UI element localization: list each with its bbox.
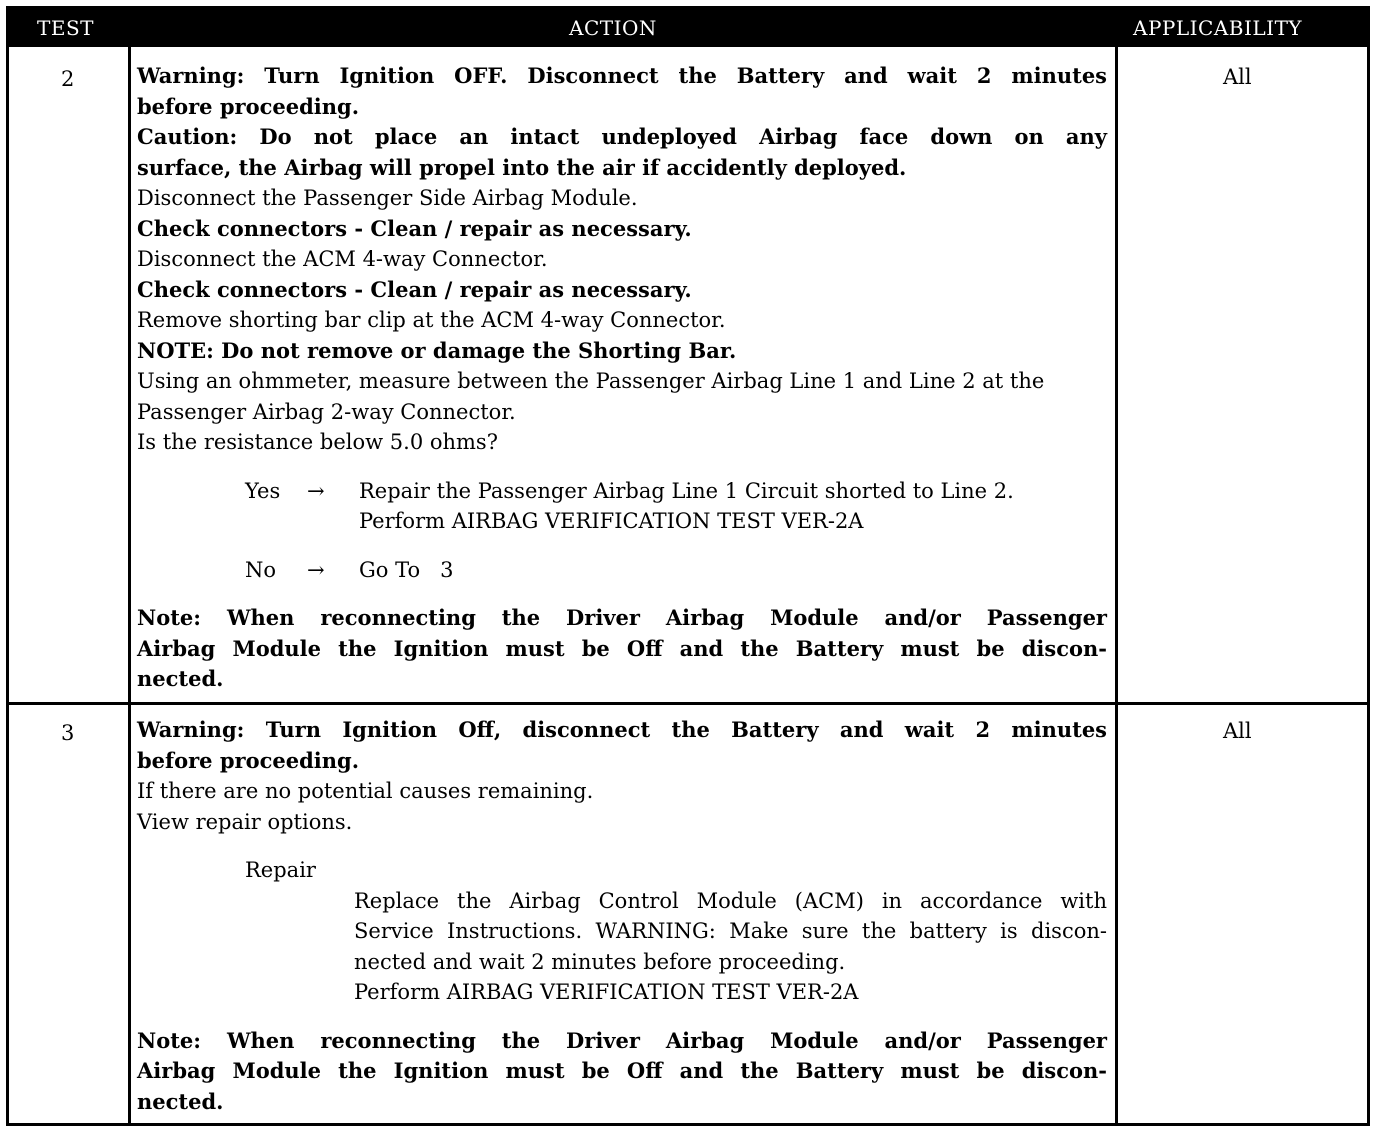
- step-text: If there are no potential causes remaining.: [137, 779, 594, 803]
- step-text: Disconnect the Passenger Side Airbag Module.: [137, 186, 638, 210]
- measure-text: Using an ohmmeter, measure between the Passenger Airbag Line 1 and Line 2 at the: [137, 369, 1045, 393]
- step-text: View repair options.: [137, 809, 353, 834]
- note-text: Note: When reconnecting the Driver Airbag Module and/or Passenger: [137, 605, 1107, 630]
- note-text: Note: When reconnecting the Driver Airbag Module and/or Passenger: [137, 1027, 1107, 1053]
- arrow-icon: →: [307, 478, 325, 503]
- yes-action: Repair the Passenger Airbag Line 1 Circuit shorted to Line 2.: [359, 478, 1014, 503]
- header-test: TEST: [37, 16, 94, 40]
- column-divider: [128, 47, 131, 1123]
- header-action: ACTION: [569, 16, 657, 40]
- check-text: Check connectors - Clean / repair as necessary.: [137, 215, 692, 241]
- yes-branch: [137, 476, 1107, 537]
- header-applicability: APPLICABILITY: [1133, 16, 1303, 40]
- yes-action: Perform AIRBAG VERIFICATION TEST VER-2A: [359, 509, 864, 533]
- repair-line: Replace the Airbag Control Module (ACM) in accordance with: [354, 888, 1107, 913]
- warning-text: Warning: Turn Ignition Off, disconnect the Battery and wait 2 minutes: [137, 717, 1107, 742]
- column-divider: [1115, 47, 1118, 1123]
- arrow-icon: →: [307, 557, 325, 582]
- action-cell: [137, 715, 1107, 1117]
- row-divider: [9, 702, 1367, 705]
- warning-text: before proceeding.: [137, 747, 360, 773]
- warning-text: Warning: Turn Ignition OFF. Disconnect the Battery and wait 2 minutes: [137, 63, 1107, 88]
- repair-label: Repair: [245, 858, 316, 882]
- note-text: Airbag Module the Ignition must be Off and the Battery must be discon-: [137, 1058, 1107, 1083]
- step-text: Disconnect the ACM 4-way Connector.: [137, 247, 548, 271]
- applicability-value: All: [1223, 719, 1252, 743]
- test-number: 2: [61, 67, 75, 91]
- note-text: nected.: [137, 666, 224, 691]
- yes-label: Yes: [245, 478, 281, 503]
- no-branch: [137, 555, 1107, 586]
- question-text: Is the resistance below 5.0 ohms?: [137, 430, 498, 454]
- caution-text: Caution: Do not place an intact undeployed Airbag face down on any: [137, 124, 1107, 149]
- check-text: Check connectors - Clean / repair as necessary.: [137, 276, 692, 302]
- repair-line: nected and wait 2 minutes before proceeding.: [354, 949, 846, 974]
- applicability-value: All: [1223, 65, 1252, 89]
- repair-text: [137, 886, 1107, 1008]
- warning-text: before proceeding.: [137, 93, 360, 119]
- no-action: Go To 3: [359, 557, 454, 582]
- note-text: NOTE: Do not remove or damage the Shorting Bar.: [137, 337, 737, 363]
- table-header: [9, 9, 1367, 47]
- note-text: Airbag Module the Ignition must be Off and the Battery must be discon-: [137, 635, 1107, 661]
- diagnostic-table: [6, 6, 1370, 1126]
- note-text: nected.: [137, 1088, 224, 1114]
- repair-line: Perform AIRBAG VERIFICATION TEST VER-2A: [354, 980, 859, 1004]
- measure-text: Passenger Airbag 2-way Connector.: [137, 399, 516, 424]
- step-text: Remove shorting bar clip at the ACM 4-way Connector.: [137, 308, 726, 332]
- test-number: 3: [61, 721, 75, 745]
- repair-line: Service Instructions. WARNING: Make sure the battery is discon-: [354, 919, 1107, 943]
- action-cell: [137, 61, 1107, 695]
- caution-text: surface, the Airbag will propel into the air if accidently deployed.: [137, 154, 907, 180]
- no-label: No: [245, 557, 277, 582]
